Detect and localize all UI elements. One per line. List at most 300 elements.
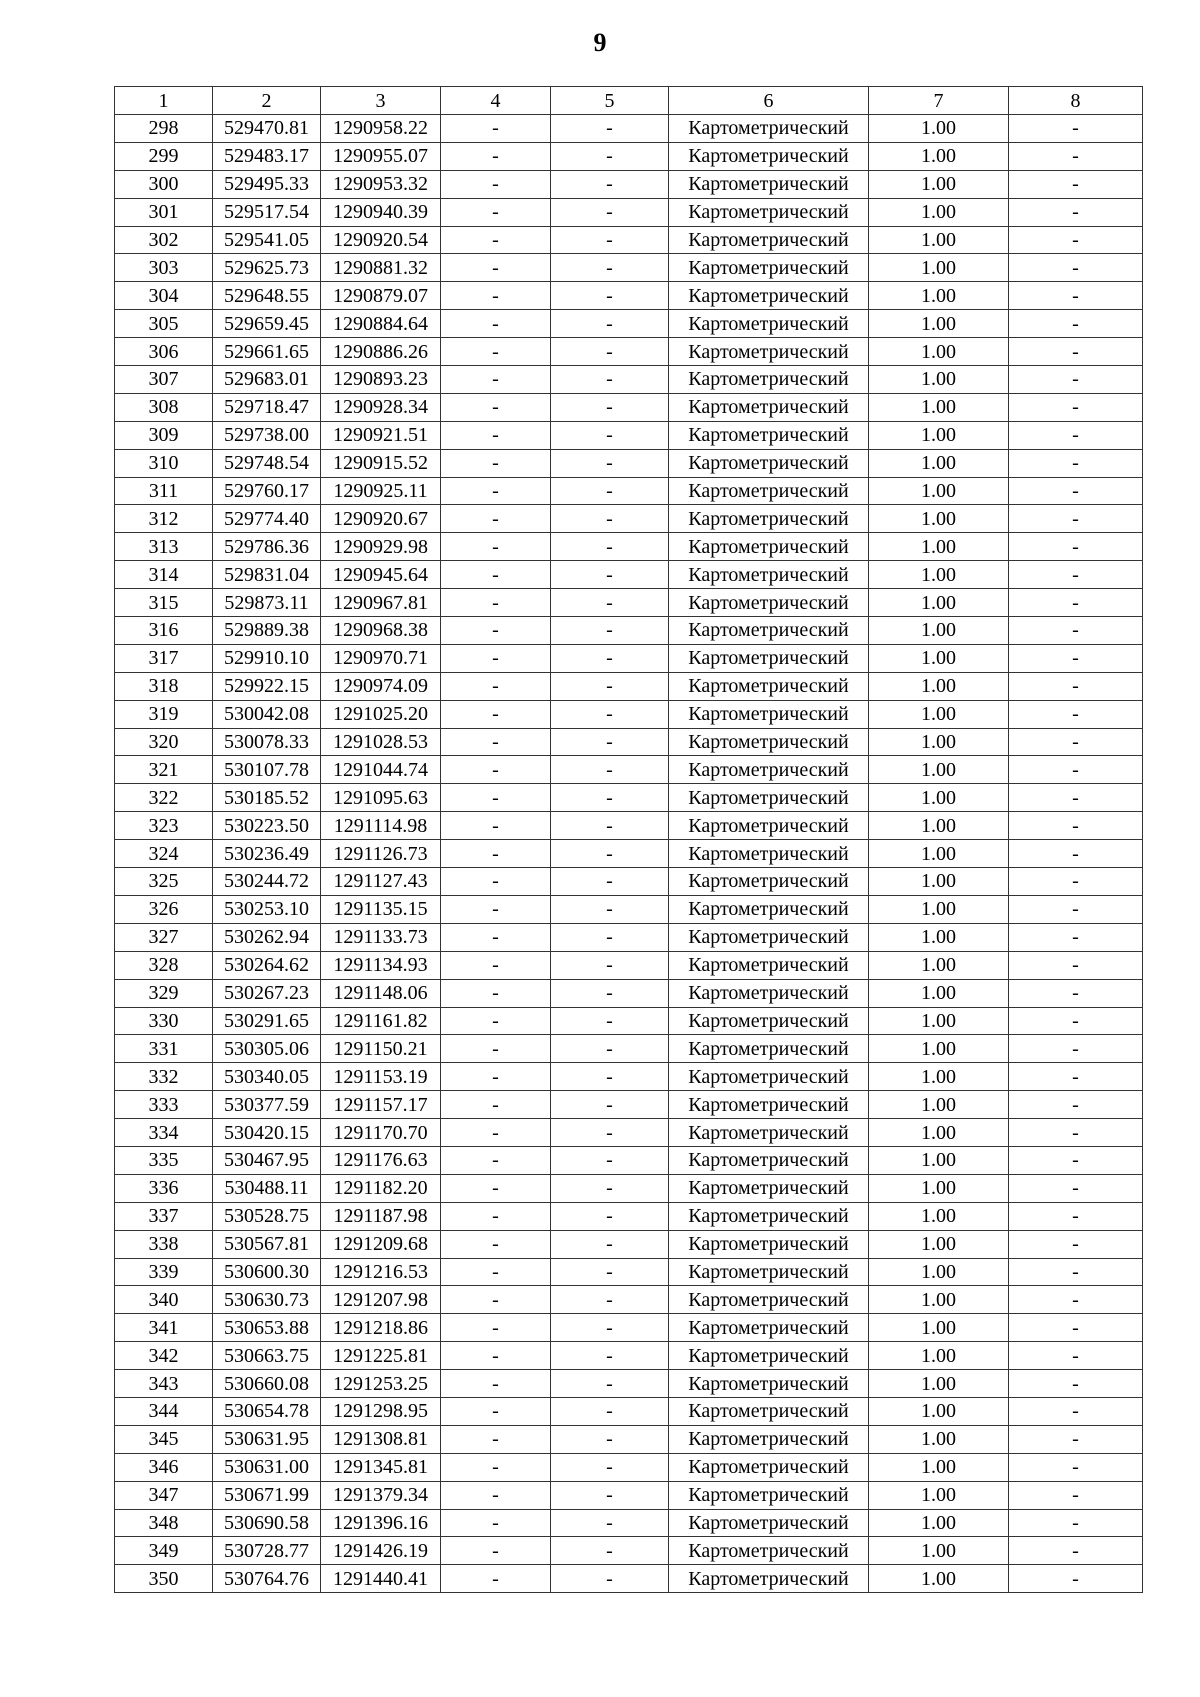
table-cell-col-3: 1291379.34 — [321, 1481, 441, 1509]
table-cell-col-8: - — [1009, 115, 1143, 143]
column-header-6: 6 — [669, 87, 869, 115]
table-cell-col-7: 1.00 — [869, 979, 1009, 1007]
table-cell-col-7: 1.00 — [869, 1258, 1009, 1286]
table-cell-col-2: 530631.95 — [213, 1425, 321, 1453]
table-cell-col-1: 332 — [115, 1063, 213, 1091]
table-cell-col-7: 1.00 — [869, 1453, 1009, 1481]
table-cell-col-2: 530728.77 — [213, 1537, 321, 1565]
table-cell-col-3: 1291182.20 — [321, 1174, 441, 1202]
table-cell-col-4: - — [441, 1314, 551, 1342]
table-cell-col-3: 1291135.15 — [321, 895, 441, 923]
table-cell-col-6: Картометрический — [669, 1091, 869, 1119]
table-header-row — [115, 87, 1143, 115]
table-cell-col-5: - — [551, 142, 669, 170]
table-cell-col-3: 1291095.63 — [321, 784, 441, 812]
table-cell-col-7: 1.00 — [869, 1007, 1009, 1035]
table-cell-col-3: 1291218.86 — [321, 1314, 441, 1342]
table-row — [115, 115, 1143, 143]
table-cell-col-2: 529786.36 — [213, 533, 321, 561]
table-cell-col-8: - — [1009, 393, 1143, 421]
table-cell-col-4: - — [441, 366, 551, 394]
table-cell-col-7: 1.00 — [869, 1091, 1009, 1119]
table-cell-col-5: - — [551, 1370, 669, 1398]
table-cell-col-2: 530340.05 — [213, 1063, 321, 1091]
table-row — [115, 1063, 1143, 1091]
table-cell-col-3: 1291298.95 — [321, 1397, 441, 1425]
table-cell-col-6: Картометрический — [669, 115, 869, 143]
table-row — [115, 1230, 1143, 1258]
table-cell-col-5: - — [551, 1230, 669, 1258]
table-cell-col-4: - — [441, 700, 551, 728]
table-cell-col-1: 302 — [115, 226, 213, 254]
table-cell-col-5: - — [551, 366, 669, 394]
column-header-2: 2 — [213, 87, 321, 115]
table-cell-col-1: 313 — [115, 533, 213, 561]
table-cell-col-4: - — [441, 142, 551, 170]
table-cell-col-6: Картометрический — [669, 840, 869, 868]
table-cell-col-5: - — [551, 1397, 669, 1425]
table-cell-col-1: 344 — [115, 1397, 213, 1425]
table-cell-col-3: 1290921.51 — [321, 421, 441, 449]
table-cell-col-6: Картометрический — [669, 1202, 869, 1230]
table-cell-col-5: - — [551, 226, 669, 254]
table-cell-col-6: Картометрический — [669, 1146, 869, 1174]
table-cell-col-4: - — [441, 1565, 551, 1593]
table-cell-col-1: 303 — [115, 254, 213, 282]
table-cell-col-8: - — [1009, 1397, 1143, 1425]
table-cell-col-8: - — [1009, 226, 1143, 254]
table-row — [115, 840, 1143, 868]
table-cell-col-3: 1290929.98 — [321, 533, 441, 561]
table-cell-col-8: - — [1009, 923, 1143, 951]
table-cell-col-5: - — [551, 310, 669, 338]
table-cell-col-5: - — [551, 1146, 669, 1174]
table-cell-col-8: - — [1009, 421, 1143, 449]
table-cell-col-7: 1.00 — [869, 142, 1009, 170]
table-cell-col-7: 1.00 — [869, 756, 1009, 784]
table-cell-col-4: - — [441, 617, 551, 645]
table-cell-col-6: Картометрический — [669, 1174, 869, 1202]
table-cell-col-6: Картометрический — [669, 1342, 869, 1370]
table-cell-col-7: 1.00 — [869, 1481, 1009, 1509]
table-cell-col-1: 350 — [115, 1565, 213, 1593]
table-cell-col-8: - — [1009, 142, 1143, 170]
table-cell-col-2: 529541.05 — [213, 226, 321, 254]
table-cell-col-5: - — [551, 840, 669, 868]
table-body — [115, 115, 1143, 1593]
table-cell-col-4: - — [441, 1537, 551, 1565]
table-cell-col-1: 339 — [115, 1258, 213, 1286]
table-row — [115, 1453, 1143, 1481]
table-cell-col-1: 327 — [115, 923, 213, 951]
table-cell-col-7: 1.00 — [869, 840, 1009, 868]
table-cell-col-8: - — [1009, 1258, 1143, 1286]
table-cell-col-6: Картометрический — [669, 979, 869, 1007]
table-cell-col-2: 530671.99 — [213, 1481, 321, 1509]
table-cell-col-6: Картометрический — [669, 1119, 869, 1147]
table-cell-col-3: 1291345.81 — [321, 1453, 441, 1481]
table-cell-col-1: 326 — [115, 895, 213, 923]
table-cell-col-4: - — [441, 393, 551, 421]
table-cell-col-7: 1.00 — [869, 533, 1009, 561]
table-cell-col-5: - — [551, 170, 669, 198]
table-cell-col-2: 529683.01 — [213, 366, 321, 394]
table-cell-col-3: 1290920.54 — [321, 226, 441, 254]
table-cell-col-3: 1291150.21 — [321, 1035, 441, 1063]
table-row — [115, 617, 1143, 645]
table-cell-col-2: 529483.17 — [213, 142, 321, 170]
column-header-1: 1 — [115, 87, 213, 115]
table-cell-col-5: - — [551, 393, 669, 421]
table-cell-col-4: - — [441, 1091, 551, 1119]
table-cell-col-4: - — [441, 1370, 551, 1398]
table-cell-col-1: 346 — [115, 1453, 213, 1481]
table-cell-col-3: 1290955.07 — [321, 142, 441, 170]
table-cell-col-2: 529470.81 — [213, 115, 321, 143]
table-row — [115, 589, 1143, 617]
table-cell-col-1: 322 — [115, 784, 213, 812]
table-cell-col-7: 1.00 — [869, 170, 1009, 198]
table-cell-col-3: 1291127.43 — [321, 868, 441, 896]
table-cell-col-6: Картометрический — [669, 282, 869, 310]
table-cell-col-8: - — [1009, 1035, 1143, 1063]
table-cell-col-3: 1290968.38 — [321, 617, 441, 645]
table-cell-col-6: Картометрический — [669, 561, 869, 589]
table-cell-col-6: Картометрический — [669, 1007, 869, 1035]
table-cell-col-7: 1.00 — [869, 589, 1009, 617]
table-cell-col-4: - — [441, 1202, 551, 1230]
table-cell-col-6: Картометрический — [669, 1397, 869, 1425]
table-cell-col-3: 1291207.98 — [321, 1286, 441, 1314]
table-cell-col-5: - — [551, 700, 669, 728]
table-cell-col-1: 343 — [115, 1370, 213, 1398]
table-cell-col-6: Картометрический — [669, 254, 869, 282]
table-cell-col-3: 1291114.98 — [321, 812, 441, 840]
table-cell-col-6: Картометрический — [669, 812, 869, 840]
column-header-8: 8 — [1009, 87, 1143, 115]
table-cell-col-3: 1290974.09 — [321, 672, 441, 700]
table-cell-col-6: Картометрический — [669, 1453, 869, 1481]
table-cell-col-8: - — [1009, 812, 1143, 840]
table-cell-col-1: 312 — [115, 505, 213, 533]
table-cell-col-1: 337 — [115, 1202, 213, 1230]
table-cell-col-8: - — [1009, 1119, 1143, 1147]
table-cell-col-6: Картометрический — [669, 672, 869, 700]
table-cell-col-7: 1.00 — [869, 1119, 1009, 1147]
table-cell-col-4: - — [441, 254, 551, 282]
table-row — [115, 1119, 1143, 1147]
table-row — [115, 449, 1143, 477]
table-cell-col-3: 1290967.81 — [321, 589, 441, 617]
table-cell-col-7: 1.00 — [869, 784, 1009, 812]
table-cell-col-7: 1.00 — [869, 1286, 1009, 1314]
table-cell-col-8: - — [1009, 756, 1143, 784]
table-cell-col-7: 1.00 — [869, 1063, 1009, 1091]
table-cell-col-2: 529922.15 — [213, 672, 321, 700]
table-row — [115, 1397, 1143, 1425]
table-cell-col-4: - — [441, 672, 551, 700]
table-cell-col-4: - — [441, 170, 551, 198]
table-cell-col-1: 324 — [115, 840, 213, 868]
table-cell-col-1: 329 — [115, 979, 213, 1007]
table-cell-col-8: - — [1009, 1425, 1143, 1453]
table-cell-col-2: 530630.73 — [213, 1286, 321, 1314]
table-cell-col-7: 1.00 — [869, 700, 1009, 728]
table-row — [115, 421, 1143, 449]
table-cell-col-2: 530377.59 — [213, 1091, 321, 1119]
table-cell-col-2: 530528.75 — [213, 1202, 321, 1230]
table-cell-col-7: 1.00 — [869, 895, 1009, 923]
table-cell-col-8: - — [1009, 951, 1143, 979]
table-cell-col-4: - — [441, 923, 551, 951]
table-row — [115, 282, 1143, 310]
table-cell-col-2: 529774.40 — [213, 505, 321, 533]
table-cell-col-3: 1291209.68 — [321, 1230, 441, 1258]
table-cell-col-6: Картометрический — [669, 338, 869, 366]
table-cell-col-5: - — [551, 1453, 669, 1481]
table-cell-col-1: 311 — [115, 477, 213, 505]
table-cell-col-1: 323 — [115, 812, 213, 840]
table-cell-col-3: 1291126.73 — [321, 840, 441, 868]
table-cell-col-5: - — [551, 338, 669, 366]
table-cell-col-1: 307 — [115, 366, 213, 394]
table-cell-col-2: 529760.17 — [213, 477, 321, 505]
table-row — [115, 505, 1143, 533]
table-cell-col-7: 1.00 — [869, 1174, 1009, 1202]
table-cell-col-6: Картометрический — [669, 756, 869, 784]
table-cell-col-8: - — [1009, 1007, 1143, 1035]
table-cell-col-2: 530253.10 — [213, 895, 321, 923]
table-row — [115, 561, 1143, 589]
table-cell-col-2: 529738.00 — [213, 421, 321, 449]
table-cell-col-5: - — [551, 1091, 669, 1119]
table-cell-col-5: - — [551, 1342, 669, 1370]
table-row — [115, 533, 1143, 561]
table-cell-col-8: - — [1009, 1565, 1143, 1593]
table-cell-col-7: 1.00 — [869, 477, 1009, 505]
table-cell-col-6: Картометрический — [669, 170, 869, 198]
table-cell-col-2: 530305.06 — [213, 1035, 321, 1063]
table-cell-col-5: - — [551, 979, 669, 1007]
table-cell-col-8: - — [1009, 449, 1143, 477]
table-cell-col-1: 300 — [115, 170, 213, 198]
table-cell-col-1: 342 — [115, 1342, 213, 1370]
table-cell-col-7: 1.00 — [869, 1146, 1009, 1174]
table-cell-col-2: 530654.78 — [213, 1397, 321, 1425]
table-cell-col-4: - — [441, 449, 551, 477]
table-cell-col-6: Картометрический — [669, 1537, 869, 1565]
table-cell-col-5: - — [551, 533, 669, 561]
table-cell-col-7: 1.00 — [869, 505, 1009, 533]
table-row — [115, 142, 1143, 170]
table-cell-col-6: Картометрический — [669, 951, 869, 979]
table-row — [115, 672, 1143, 700]
table-cell-col-2: 530660.08 — [213, 1370, 321, 1398]
table-cell-col-3: 1291396.16 — [321, 1509, 441, 1537]
table-cell-col-5: - — [551, 868, 669, 896]
table-cell-col-4: - — [441, 338, 551, 366]
table-row — [115, 338, 1143, 366]
table-cell-col-3: 1291161.82 — [321, 1007, 441, 1035]
table-cell-col-6: Картометрический — [669, 477, 869, 505]
table-cell-col-2: 529748.54 — [213, 449, 321, 477]
table-cell-col-7: 1.00 — [869, 951, 1009, 979]
table-cell-col-5: - — [551, 951, 669, 979]
table-cell-col-6: Картометрический — [669, 1370, 869, 1398]
table-cell-col-2: 529517.54 — [213, 198, 321, 226]
table-cell-col-8: - — [1009, 1537, 1143, 1565]
table-cell-col-6: Картометрический — [669, 1258, 869, 1286]
table-cell-col-3: 1291176.63 — [321, 1146, 441, 1174]
table-cell-col-1: 349 — [115, 1537, 213, 1565]
table-row — [115, 979, 1143, 1007]
table-cell-col-4: - — [441, 951, 551, 979]
table-cell-col-1: 298 — [115, 115, 213, 143]
table-row — [115, 812, 1143, 840]
page-number: 9 — [593, 28, 607, 57]
table-cell-col-6: Картометрический — [669, 1425, 869, 1453]
table-cell-col-3: 1291170.70 — [321, 1119, 441, 1147]
table-cell-col-8: - — [1009, 1063, 1143, 1091]
table-cell-col-8: - — [1009, 1146, 1143, 1174]
table-cell-col-4: - — [441, 198, 551, 226]
table-cell-col-4: - — [441, 1119, 551, 1147]
table-cell-col-4: - — [441, 756, 551, 784]
table-cell-col-4: - — [441, 561, 551, 589]
table-cell-col-7: 1.00 — [869, 310, 1009, 338]
table-cell-col-5: - — [551, 477, 669, 505]
table-cell-col-5: - — [551, 1258, 669, 1286]
table-cell-col-6: Картометрический — [669, 1565, 869, 1593]
table-cell-col-3: 1290953.32 — [321, 170, 441, 198]
table-row — [115, 254, 1143, 282]
table-cell-col-5: - — [551, 1174, 669, 1202]
table-cell-col-2: 530236.49 — [213, 840, 321, 868]
table-cell-col-5: - — [551, 561, 669, 589]
table-cell-col-6: Картометрический — [669, 644, 869, 672]
table-cell-col-8: - — [1009, 868, 1143, 896]
table-cell-col-3: 1291187.98 — [321, 1202, 441, 1230]
table-cell-col-6: Картометрический — [669, 1230, 869, 1258]
table-row — [115, 1481, 1143, 1509]
table-cell-col-6: Картометрический — [669, 393, 869, 421]
table-row — [115, 310, 1143, 338]
table-cell-col-1: 314 — [115, 561, 213, 589]
table-row — [115, 1342, 1143, 1370]
table-cell-col-5: - — [551, 895, 669, 923]
table-cell-col-4: - — [441, 1453, 551, 1481]
table-cell-col-5: - — [551, 644, 669, 672]
table-cell-col-3: 1291426.19 — [321, 1537, 441, 1565]
table-cell-col-4: - — [441, 1035, 551, 1063]
table-cell-col-7: 1.00 — [869, 254, 1009, 282]
table-cell-col-3: 1290945.64 — [321, 561, 441, 589]
table-cell-col-8: - — [1009, 1509, 1143, 1537]
table-cell-col-7: 1.00 — [869, 561, 1009, 589]
table-cell-col-8: - — [1009, 338, 1143, 366]
table-cell-col-4: - — [441, 589, 551, 617]
table-cell-col-8: - — [1009, 1286, 1143, 1314]
table-cell-col-7: 1.00 — [869, 868, 1009, 896]
table-cell-col-8: - — [1009, 310, 1143, 338]
table-cell-col-4: - — [441, 979, 551, 1007]
table-cell-col-2: 529910.10 — [213, 644, 321, 672]
table-cell-col-7: 1.00 — [869, 1202, 1009, 1230]
table-cell-col-2: 530262.94 — [213, 923, 321, 951]
table-row — [115, 226, 1143, 254]
table-cell-col-7: 1.00 — [869, 672, 1009, 700]
table-row — [115, 198, 1143, 226]
table-cell-col-1: 328 — [115, 951, 213, 979]
table-cell-col-2: 530078.33 — [213, 728, 321, 756]
table-cell-col-3: 1290886.26 — [321, 338, 441, 366]
table-cell-col-2: 530267.23 — [213, 979, 321, 1007]
table-cell-col-3: 1290884.64 — [321, 310, 441, 338]
table-cell-col-5: - — [551, 198, 669, 226]
table-row — [115, 1509, 1143, 1537]
table-cell-col-5: - — [551, 1035, 669, 1063]
table-cell-col-4: - — [441, 784, 551, 812]
table-cell-col-5: - — [551, 254, 669, 282]
table-row — [115, 1565, 1143, 1593]
table-cell-col-2: 529661.65 — [213, 338, 321, 366]
table-cell-col-4: - — [441, 421, 551, 449]
table-cell-col-2: 529873.11 — [213, 589, 321, 617]
table-cell-col-3: 1291253.25 — [321, 1370, 441, 1398]
table-cell-col-1: 308 — [115, 393, 213, 421]
table-cell-col-3: 1290893.23 — [321, 366, 441, 394]
table-cell-col-8: - — [1009, 366, 1143, 394]
table-cell-col-6: Картометрический — [669, 1063, 869, 1091]
table-cell-col-3: 1291134.93 — [321, 951, 441, 979]
table-cell-col-1: 310 — [115, 449, 213, 477]
table-cell-col-5: - — [551, 421, 669, 449]
table-cell-col-2: 529718.47 — [213, 393, 321, 421]
table-cell-col-6: Картометрический — [669, 1481, 869, 1509]
table-cell-col-4: - — [441, 477, 551, 505]
table-cell-col-7: 1.00 — [869, 1035, 1009, 1063]
table-cell-col-6: Картометрический — [669, 1509, 869, 1537]
table-cell-col-4: - — [441, 1481, 551, 1509]
table-cell-col-2: 530185.52 — [213, 784, 321, 812]
table-cell-col-7: 1.00 — [869, 366, 1009, 394]
table-cell-col-4: - — [441, 812, 551, 840]
table-cell-col-5: - — [551, 1509, 669, 1537]
table-cell-col-5: - — [551, 282, 669, 310]
table-cell-col-1: 347 — [115, 1481, 213, 1509]
table-cell-col-3: 1291153.19 — [321, 1063, 441, 1091]
table-cell-col-2: 530042.08 — [213, 700, 321, 728]
table-cell-col-6: Картометрический — [669, 589, 869, 617]
table-cell-col-1: 335 — [115, 1146, 213, 1174]
coordinates-table — [114, 86, 1143, 1593]
table-cell-col-8: - — [1009, 895, 1143, 923]
table-cell-col-3: 1291025.20 — [321, 700, 441, 728]
table-cell-col-7: 1.00 — [869, 812, 1009, 840]
table-cell-col-3: 1291028.53 — [321, 728, 441, 756]
table-cell-col-8: - — [1009, 477, 1143, 505]
table-cell-col-7: 1.00 — [869, 1565, 1009, 1593]
table-cell-col-2: 530567.81 — [213, 1230, 321, 1258]
table-cell-col-7: 1.00 — [869, 1314, 1009, 1342]
table-cell-col-1: 320 — [115, 728, 213, 756]
table-cell-col-8: - — [1009, 644, 1143, 672]
table-cell-col-7: 1.00 — [869, 1425, 1009, 1453]
table-cell-col-8: - — [1009, 1314, 1143, 1342]
table-cell-col-2: 529659.45 — [213, 310, 321, 338]
table-cell-col-7: 1.00 — [869, 449, 1009, 477]
table-row — [115, 1007, 1143, 1035]
